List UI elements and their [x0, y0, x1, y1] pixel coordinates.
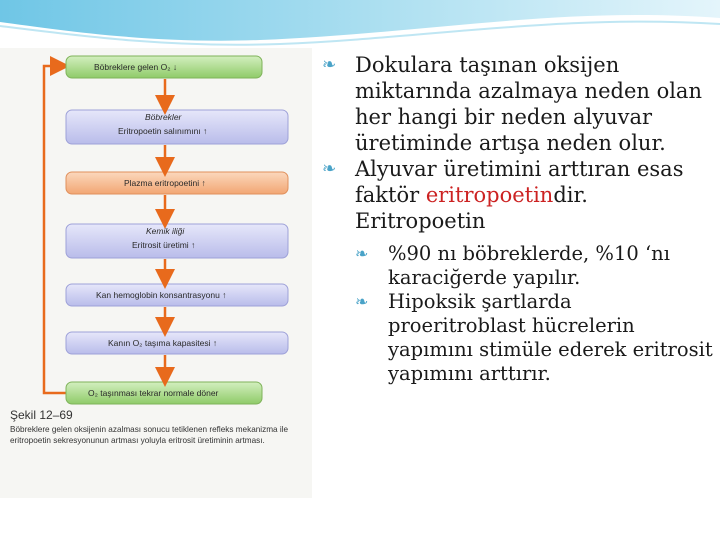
sub-bullet-marker-icon: ❧ — [355, 292, 369, 311]
bullet-2-text-before: Alyuvar üretimini arttıran esas faktör — [355, 157, 684, 207]
bullet-2-text-after: dir. Eritropoetin — [355, 183, 588, 233]
bullet-2 — [322, 156, 714, 234]
flow-box-4-title: Kemik iliği — [146, 226, 185, 236]
bullet-marker-icon: ❧ — [322, 159, 337, 179]
sub-bullet-1 — [322, 242, 714, 290]
caption-text: Böbreklere gelen oksijenin azalması sonucu tetiklenen refleks mekanizma ile eritropoetin sekresyonunun artması yoluyla eritrosit üretiminin artması. — [10, 425, 289, 445]
caption-title: Şekil 12–69 — [10, 408, 73, 422]
flow-box-1-label: Böbreklere gelen O₂ ↓ — [94, 62, 178, 72]
flow-box-2-label: Eritropoetin salınımını ↑ — [118, 126, 208, 136]
flow-box-4-label: Eritrosit üretimi ↑ — [132, 240, 196, 250]
flow-box-5-label: Kan hemoglobin konsantrasyonu ↑ — [96, 290, 227, 300]
flow-box-6-label: Kanın O₂ taşıma kapasitesi ↑ — [108, 338, 218, 348]
figure-caption — [10, 408, 305, 446]
flow-box-7-label: O₂ taşınması tekrar normale döner — [88, 388, 219, 398]
bullet-marker-icon: ❧ — [322, 55, 337, 75]
bullet-text-area — [322, 52, 714, 386]
sub-bullet-2-text: Hipoksik şartlarda proeritroblast hücrelerin yapımını stimüle ederek eritrosit yapımını arttırır. — [388, 290, 713, 385]
sub-bullet-marker-icon: ❧ — [355, 244, 369, 263]
bullet-1-text: Dokulara taşınan oksijen miktarında azalmaya neden olan her hangi bir neden alyuvar üretiminde artışa neden olur. — [355, 53, 702, 155]
flowchart-figure — [0, 48, 312, 498]
flow-box-3-label: Plazma eritropoetini ↑ — [124, 178, 206, 188]
sub-bullet-2 — [322, 290, 714, 386]
sub-bullet-1-text: %90 nı böbreklerde, %10 ‘nı karaciğerde yapılır. — [388, 242, 670, 289]
bullet-2-highlight: eritropoetin — [425, 183, 554, 207]
flow-box-2-title: Böbrekler — [145, 112, 182, 122]
bullet-1 — [322, 52, 714, 156]
